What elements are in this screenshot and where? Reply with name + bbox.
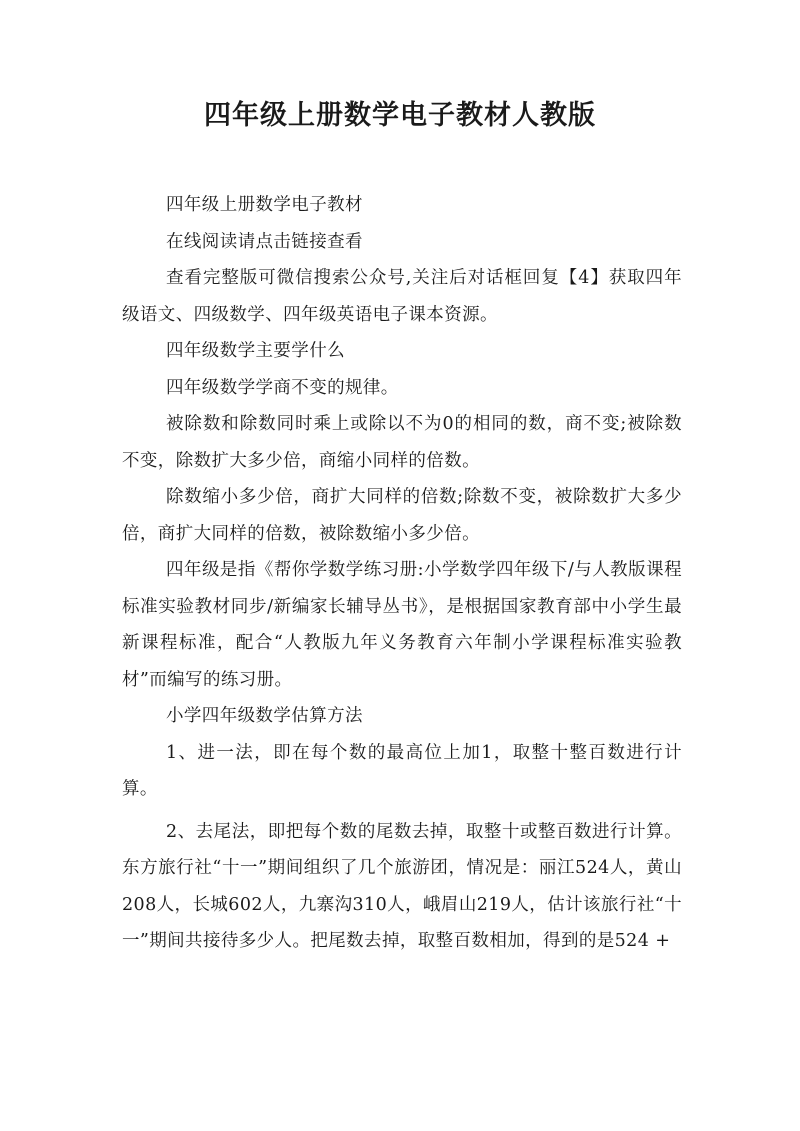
- paragraph-quotient-rule: 四年级数学学商不变的规律。: [166, 377, 399, 398]
- paragraph-online-read: 在线阅读请点击链接查看: [166, 231, 363, 252]
- document-body: [122, 187, 682, 960]
- paragraph-wechat-instructions: 查看完整版可微信搜索公众号,关注后对话框回复【4】获取四年级语文、四级数学、四年级英语电子课本资源。: [122, 268, 682, 325]
- paragraph-truncation-method: 2、去尾法，即把每个数的尾数去掉，取整十或整百数进行计算。东方旅行社“十一”期间组织了几个旅游团，情况是：丽江524人，黄山208人，长城602人，九寨沟310人，峨眉山219人，估计该旅行社“十一”期间共接待多少人。把尾数去掉，取整百数相加，得到的是524 +: [122, 821, 682, 951]
- paragraph-round-up-method: 1、进一法，即在每个数的最高位上加1，取整十整百数进行计算。: [122, 742, 682, 799]
- paragraph-heading-ebook: 四年级上册数学电子教材: [166, 195, 363, 215]
- paragraph-workbook-description: 四年级是指《帮你学数学练习册:小学数学四年级下/与人教版课程标准实验教材同步/新编家长辅导丛书》，是根据国家教育部中小学生最新课程标准，配合“人教版九年义务教育六年制小学课程标准实验教材”而编写的练习册。: [122, 560, 682, 690]
- paragraph-quotient-rule-detail-1: 被除数和除数同时乘上或除以不为0的相同的数，商不变;被除数不变，除数扩大多少倍，商缩小同样的倍数。: [122, 414, 682, 471]
- paragraph-heading-what-to-learn: 四年级数学主要学什么: [166, 341, 345, 361]
- paragraph-heading-estimation: 小学四年级数学估算方法: [166, 706, 363, 726]
- paragraph-quotient-rule-detail-2: 除数缩小多少倍，商扩大同样的倍数;除数不变，被除数扩大多少倍，商扩大同样的倍数，被除数缩小多少倍。: [122, 487, 682, 544]
- document-title: 四年级上册数学电子教材人教版: [204, 100, 596, 131]
